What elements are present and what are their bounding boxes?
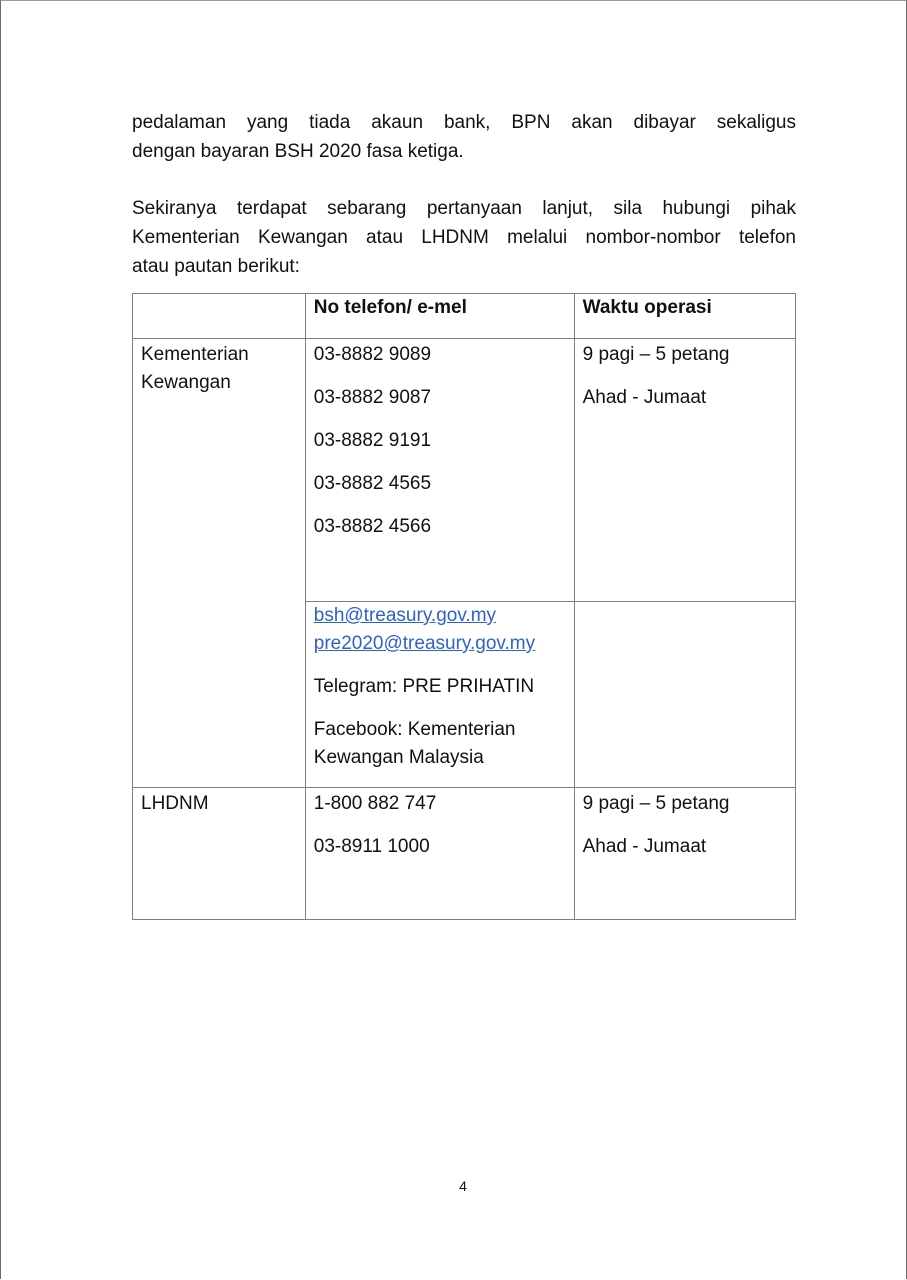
agency-cell-lhdnm: LHDNM xyxy=(133,788,306,920)
paragraph-line: atau pautan berikut: xyxy=(132,256,300,277)
facebook-contact-line: Facebook: Kementerian xyxy=(313,719,516,740)
operating-days: Ahad - Jumaat xyxy=(582,387,707,408)
phone-number: 03-8882 9087 xyxy=(313,387,432,408)
page-number: 4 xyxy=(459,1178,467,1194)
agency-name-line: Kewangan xyxy=(141,372,231,393)
email-link-pre2020[interactable]: pre2020@treasury.gov.my xyxy=(313,633,536,654)
phone-number: 03-8911 1000 xyxy=(313,836,430,857)
contact-table xyxy=(132,293,796,920)
operating-hours: 9 pagi – 5 petang xyxy=(582,344,730,365)
facebook-contact-line: Kewangan Malaysia xyxy=(313,747,484,768)
paragraph-line: Sekiranya terdapat sebarang pertanyaan lanjut, sila hubungi pihak xyxy=(132,198,796,219)
paragraph-contact-intro xyxy=(132,194,796,281)
table-row xyxy=(133,339,796,602)
paragraph-line: dengan bayaran BSH 2020 fasa ketiga. xyxy=(132,141,464,162)
header-cell-phone-email: No telefon/ e-mel xyxy=(305,294,574,339)
agency-cell-kementerian xyxy=(133,339,306,788)
phone-list-kementerian xyxy=(305,339,574,602)
header-cell-operating-hours: Waktu operasi xyxy=(574,294,795,339)
table-header-row xyxy=(133,294,796,339)
paragraph-line: Kementerian Kewangan atau LHDNM melalui nombor-nombor telefon xyxy=(132,227,796,248)
phone-number: 03-8882 9191 xyxy=(313,430,432,451)
online-contacts-kementerian xyxy=(305,602,574,788)
phone-number: 1-800 882 747 xyxy=(313,793,437,814)
operating-days: Ahad - Jumaat xyxy=(582,836,707,857)
header-cell-agency xyxy=(133,294,306,339)
table-row xyxy=(133,788,796,920)
paragraph-payment-note xyxy=(132,108,796,166)
hours-cell-kementerian xyxy=(574,339,795,602)
operating-hours: 9 pagi – 5 petang xyxy=(582,793,730,814)
phone-number: 03-8882 9089 xyxy=(313,344,432,365)
telegram-contact: Telegram: PRE PRIHATIN xyxy=(313,676,535,697)
email-link-bsh[interactable]: bsh@treasury.gov.my xyxy=(313,605,497,626)
paragraph-line: pedalaman yang tiada akaun bank, BPN akan dibayar sekaligus xyxy=(132,112,796,133)
phone-list-lhdnm xyxy=(305,788,574,920)
phone-number: 03-8882 4565 xyxy=(313,473,432,494)
agency-name-line: Kementerian xyxy=(141,344,249,365)
phone-number: 03-8882 4566 xyxy=(313,516,432,537)
empty-hours-cell xyxy=(574,602,795,788)
hours-cell-lhdnm xyxy=(574,788,795,920)
